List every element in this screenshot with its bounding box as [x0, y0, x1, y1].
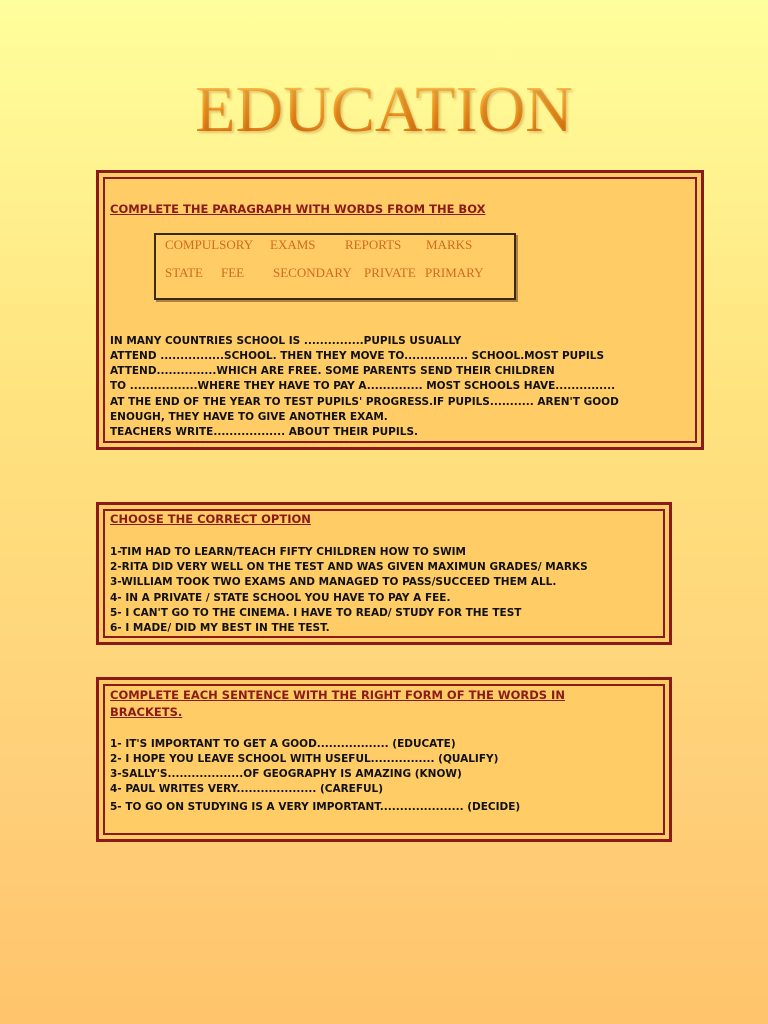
- paragraph-line: ATTEND ................SCHOOL. THEN THEY MOVE TO................ SCHOOL.MOST PUPILS: [110, 350, 605, 362]
- word-box-item: PRIVATE: [364, 265, 416, 280]
- paragraph-line: IN MANY COUNTRIES SCHOOL IS ...............PUPILS USUALLY: [110, 335, 462, 347]
- paragraph-line: AT THE END OF THE YEAR TO TEST PUPILS' PROGRESS.IF PUPILS........... AREN'T GOOD: [110, 396, 619, 408]
- word-box-item: COMPULSORY: [165, 237, 254, 252]
- exercise-1-heading: COMPLETE THE PARAGRAPH WITH WORDS FROM THE BOX: [110, 202, 486, 216]
- word-box-item: REPORTS: [345, 237, 402, 252]
- word-box-item: EXAMS: [270, 237, 316, 252]
- option-sentence: 6- I MADE/ DID MY BEST IN THE TEST.: [110, 622, 330, 634]
- paragraph-line: TEACHERS WRITE.................. ABOUT THEIR PUPILS.: [110, 426, 419, 438]
- option-sentence: 3-WILLIAM TOOK TWO EXAMS AND MANAGED TO PASS/SUCCEED THEM ALL.: [110, 576, 557, 588]
- paragraph-line: ATTEND...............WHICH ARE FREE. SOME PARENTS SEND THEIR CHILDREN: [110, 365, 555, 377]
- word-box-item: PRIMARY: [425, 265, 484, 280]
- exercise-3-heading-continued: BRACKETS.: [110, 705, 183, 719]
- word-form-sentence: 2- I HOPE YOU LEAVE SCHOOL WITH USEFUL................ (QUALIFY): [110, 753, 499, 765]
- word-form-sentence: 5- TO GO ON STUDYING IS A VERY IMPORTANT..................... (DECIDE): [110, 801, 521, 813]
- word-form-sentence: 4- PAUL WRITES VERY.................... (CAREFUL): [110, 783, 384, 795]
- option-sentence: 4- IN A PRIVATE / STATE SCHOOL YOU HAVE TO PAY A FEE.: [110, 592, 451, 604]
- word-form-sentence: 1- IT'S IMPORTANT TO GET A GOOD.................. (EDUCATE): [110, 738, 456, 750]
- exercise-3-heading: COMPLETE EACH SENTENCE WITH THE RIGHT FORM OF THE WORDS IN: [110, 688, 565, 702]
- word-box-item: MARKS: [426, 237, 473, 252]
- exercise-2-heading: CHOOSE THE CORRECT OPTION: [110, 512, 311, 526]
- paragraph-line: TO .................WHERE THEY HAVE TO PAY A.............. MOST SCHOOLS HAVE...............: [110, 380, 616, 392]
- word-form-sentence: 3-SALLY'S...................OF GEOGRAPHY IS AMAZING (KNOW): [110, 768, 462, 780]
- word-box-item: FEE: [221, 265, 245, 280]
- option-sentence: 2-RITA DID VERY WELL ON THE TEST AND WAS GIVEN MAXIMUN GRADES/ MARKS: [110, 561, 588, 573]
- word-box-item: STATE: [165, 265, 203, 280]
- word-box-item: SECONDARY: [273, 265, 352, 280]
- option-sentence: 5- I CAN'T GO TO THE CINEMA. I HAVE TO READ/ STUDY FOR THE TEST: [110, 607, 522, 619]
- page-title: EDUCATION: [0, 72, 768, 148]
- option-sentence: 1-TIM HAD TO LEARN/TEACH FIFTY CHILDREN HOW TO SWIM: [110, 546, 467, 558]
- paragraph-line: ENOUGH, THEY HAVE TO GIVE ANOTHER EXAM.: [110, 411, 388, 423]
